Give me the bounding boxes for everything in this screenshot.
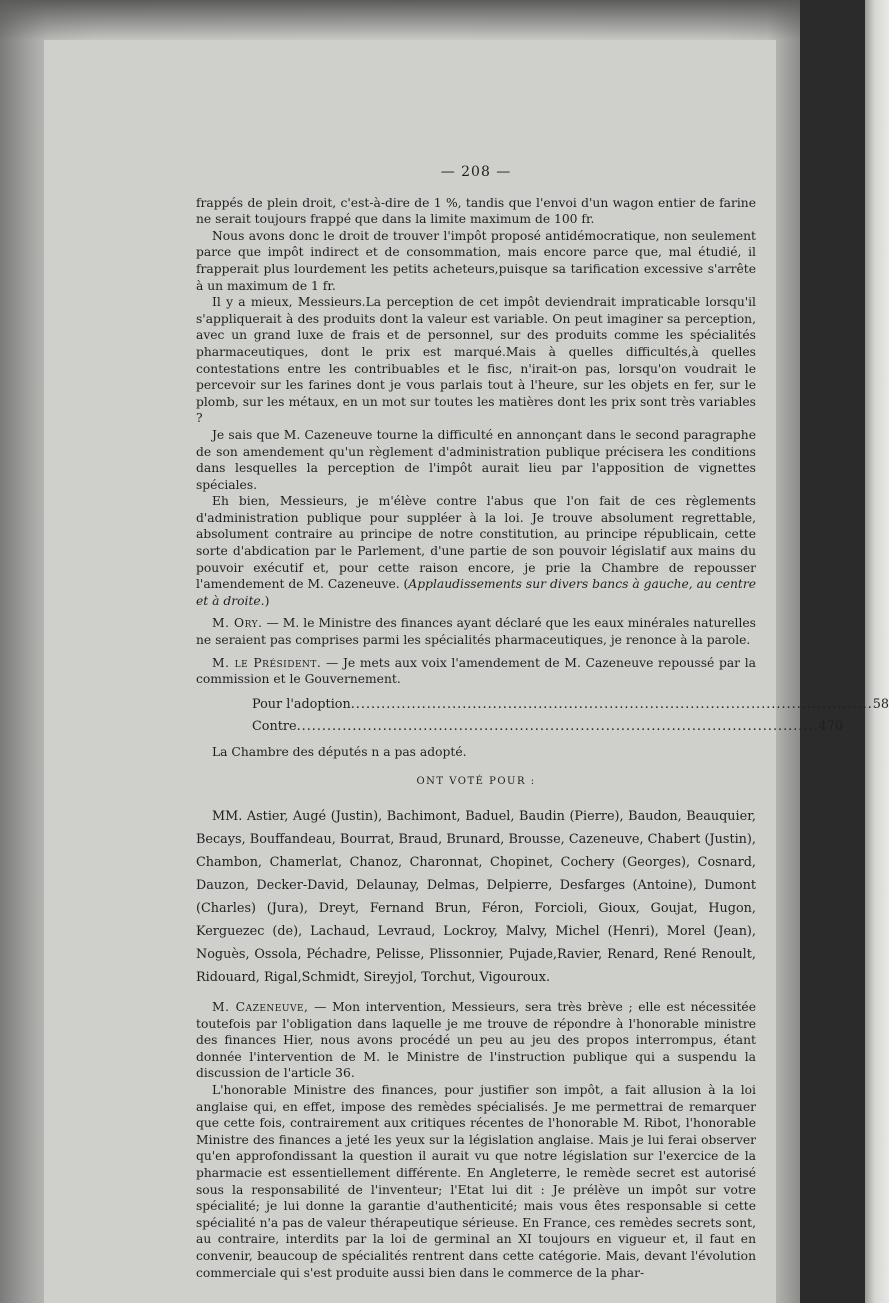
speaker-name: M. Cazeneuve, (212, 1000, 309, 1014)
paragraph: Nous avons donc le droit de trouver l'impôt proposé antidémocratique, non seulement parce que impôt indirect et de consommation, mais encore parce que, mal étudié, il frapperait plus lourdement les petits acheteurs,puisque sa tarification excessive s'arrête à un maximum de 1 fr. (196, 228, 756, 293)
paragraph-continued: frappés de plein droit, c'est-à-dire de 1 %, tandis que l'envoi d'un wagon entier de farine ne serait toujours frappé que dans la limite maximum de 100 fr. (196, 195, 756, 227)
voters-list: MM. Astier, Augé (Justin), Bachimont, Baduel, Baudin (Pierre), Baudon, Beauquier, Becays, Bouffandeau, Bourrat, Braud, Brunard, Brousse, Cazeneuve, Chabert (Justin), Chambon, Chamerlat, Chanoz, Charonnat, Chopinet, Cochery (Georges), Cosnard, Dauzon, Decker-David, Delaunay, Delmas, Delpierre, Desfarges (Antoine), Dumont (Charles) (Jura), Dreyt, Fernand Brun, Féron, Forcioli, Gioux, Goujat, Hugon, Kerguezec (de), Lachaud, Levraud, Lockroy, Malvy, Michel (Henri), Morel (Jean), Noguès, Ossola, Péchadre, Pelisse, Plissonnier, Pujade,Ravier, Renard, René Renoult, Ridouard, Rigal,Schmidt, Sireyjol, Torchut, Vigouroux. (196, 809, 756, 985)
vote-count-for: Pour l'adoption ....................................................................................................... 58 (252, 694, 692, 716)
speech-text: — M. le Ministre des finances ayant déclaré que les eaux minérales naturelles ne seraient pas comprises parmi les spécialités pharmaceutiques, je renonce à la parole. (196, 616, 756, 648)
page-content (196, 156, 889, 1281)
adjacent-page-edge (865, 0, 889, 1303)
paragraph: Il y a mieux, Messieurs.La perception de cet impôt deviendrait impraticable lorsqu'il s'appliquerait à des produits dont la valeur est variable. On peut imaginer sa perception, avec un grand luxe de frais et de personnel, sur des produits comme les spécialités pharmaceutiques, dont le prix est marqué.Mais à quelles difficultés,à quelles contestations entre les contribuables et le fisc, n'irait-on pas, lorsqu'on voudrait le percevoir sur les farines dont je vous parlais tout à l'heure, sur les objets en fer, sur le plomb, sur les métaux, en un mot sur toutes les matières dont les prix sont très variables ? (196, 295, 756, 426)
paragraph-text: Eh bien, Messieurs, je m'élève contre l'abus que l'on fait de ces règlements d'administration publique pour suppléer à la loi. Je trouve absolument regrettable, absolument contraire au principe de notre constitution, au principe républicain, cette sorte d'abdication par le Parlement, d'une partie de son pouvoir législatif aux mains du pouvoir exécutif et, pour cette raison encore, je prie la Chambre de repousser l'amendement de M. Cazeneuve. ( (196, 494, 756, 592)
vote-count-against: Contre ....................................................................................................... 470 (252, 716, 692, 738)
speaker-paragraph (196, 999, 756, 1082)
vote-heading: ONT VOTÉ POUR : (416, 776, 536, 788)
paragraph (196, 493, 756, 609)
scan-top-shadow (0, 0, 800, 40)
paragraph: L'honorable Ministre des finances, pour justifier son impôt, a fait allusion à la loi anglaise qui, en effet, impose des remèdes spécialisés. Je me permettrai de remarquer que cette fois, contrairement aux critiques récentes de l'honorable M. Ribot, l'honorable Ministre des finances a jeté les yeux sur la législation anglaise. Mais je lui ferai observer qu'en approfondissant la question il aurait vu que notre législation sur l'exercice de la pharmacie est essentiellement différente. En Angleterre, le remède secret est autorisé sous la responsabilité de l'inventeur; l'Etat lui dit : Je prélève un impôt sur votre spécialité; je lui donne la garantie d'authenticité; mais vous êtes responsable si cette spécialité n'a pas de valeur thérapeutique sérieuse. En France, ces remèdes secrets sont, au contraire, interdits par la loi de germinal an XI toujours en vigueur et, il faut en convenir, beaucoup de spécialités rentrent dans cette catégorie. Mais, devant l'évolution commerciale qui s'est produite aussi bien dans le commerce de la phar- (196, 1082, 756, 1280)
vote-for-value: 58 (872, 696, 889, 712)
vote-for-label: Pour l'adoption (252, 696, 351, 712)
vote-against-value: 470 (818, 718, 843, 734)
speaker-paragraph (196, 655, 756, 688)
speaker-name: M. Ory. (212, 616, 263, 631)
paragraph: Je sais que M. Cazeneuve tourne la difficulté en annonçant dans le second paragraphe de son amendement qu'un règlement d'administration publique précisera les conditions dans lesquelles la perception de l'impôt aurait lieu par l'apposition de vignettes spéciales. (196, 427, 756, 492)
speech-text: — Mon intervention, Messieurs, sera très brève ; elle est nécessitée toutefois par l'obligation dans laquelle je me trouve de répondre à l'honorable ministre des finances Hier, nous avons procédé un peu au jeu des propos interrompus, étant donnée l'intervention de M. le Ministre de l'instruction publique qui a suspendu la discussion de l'article 36. (196, 1000, 756, 1081)
applause-note: Applaudissements sur divers bancs à gauche, au centre et à droite. (196, 577, 756, 608)
speech-text: — Je mets aux voix l'amendement de M. Cazeneuve repoussé par la commission et le Gouvernement. (196, 655, 756, 687)
speaker-name: M. le Président. (212, 655, 322, 670)
vote-against-label: Contre (252, 718, 297, 734)
result-paragraph: La Chambre des députés n a pas adopté. (212, 744, 467, 759)
page-number: — 208 — (440, 164, 512, 180)
paragraph-close: ) (264, 593, 270, 608)
speaker-paragraph (196, 615, 756, 648)
